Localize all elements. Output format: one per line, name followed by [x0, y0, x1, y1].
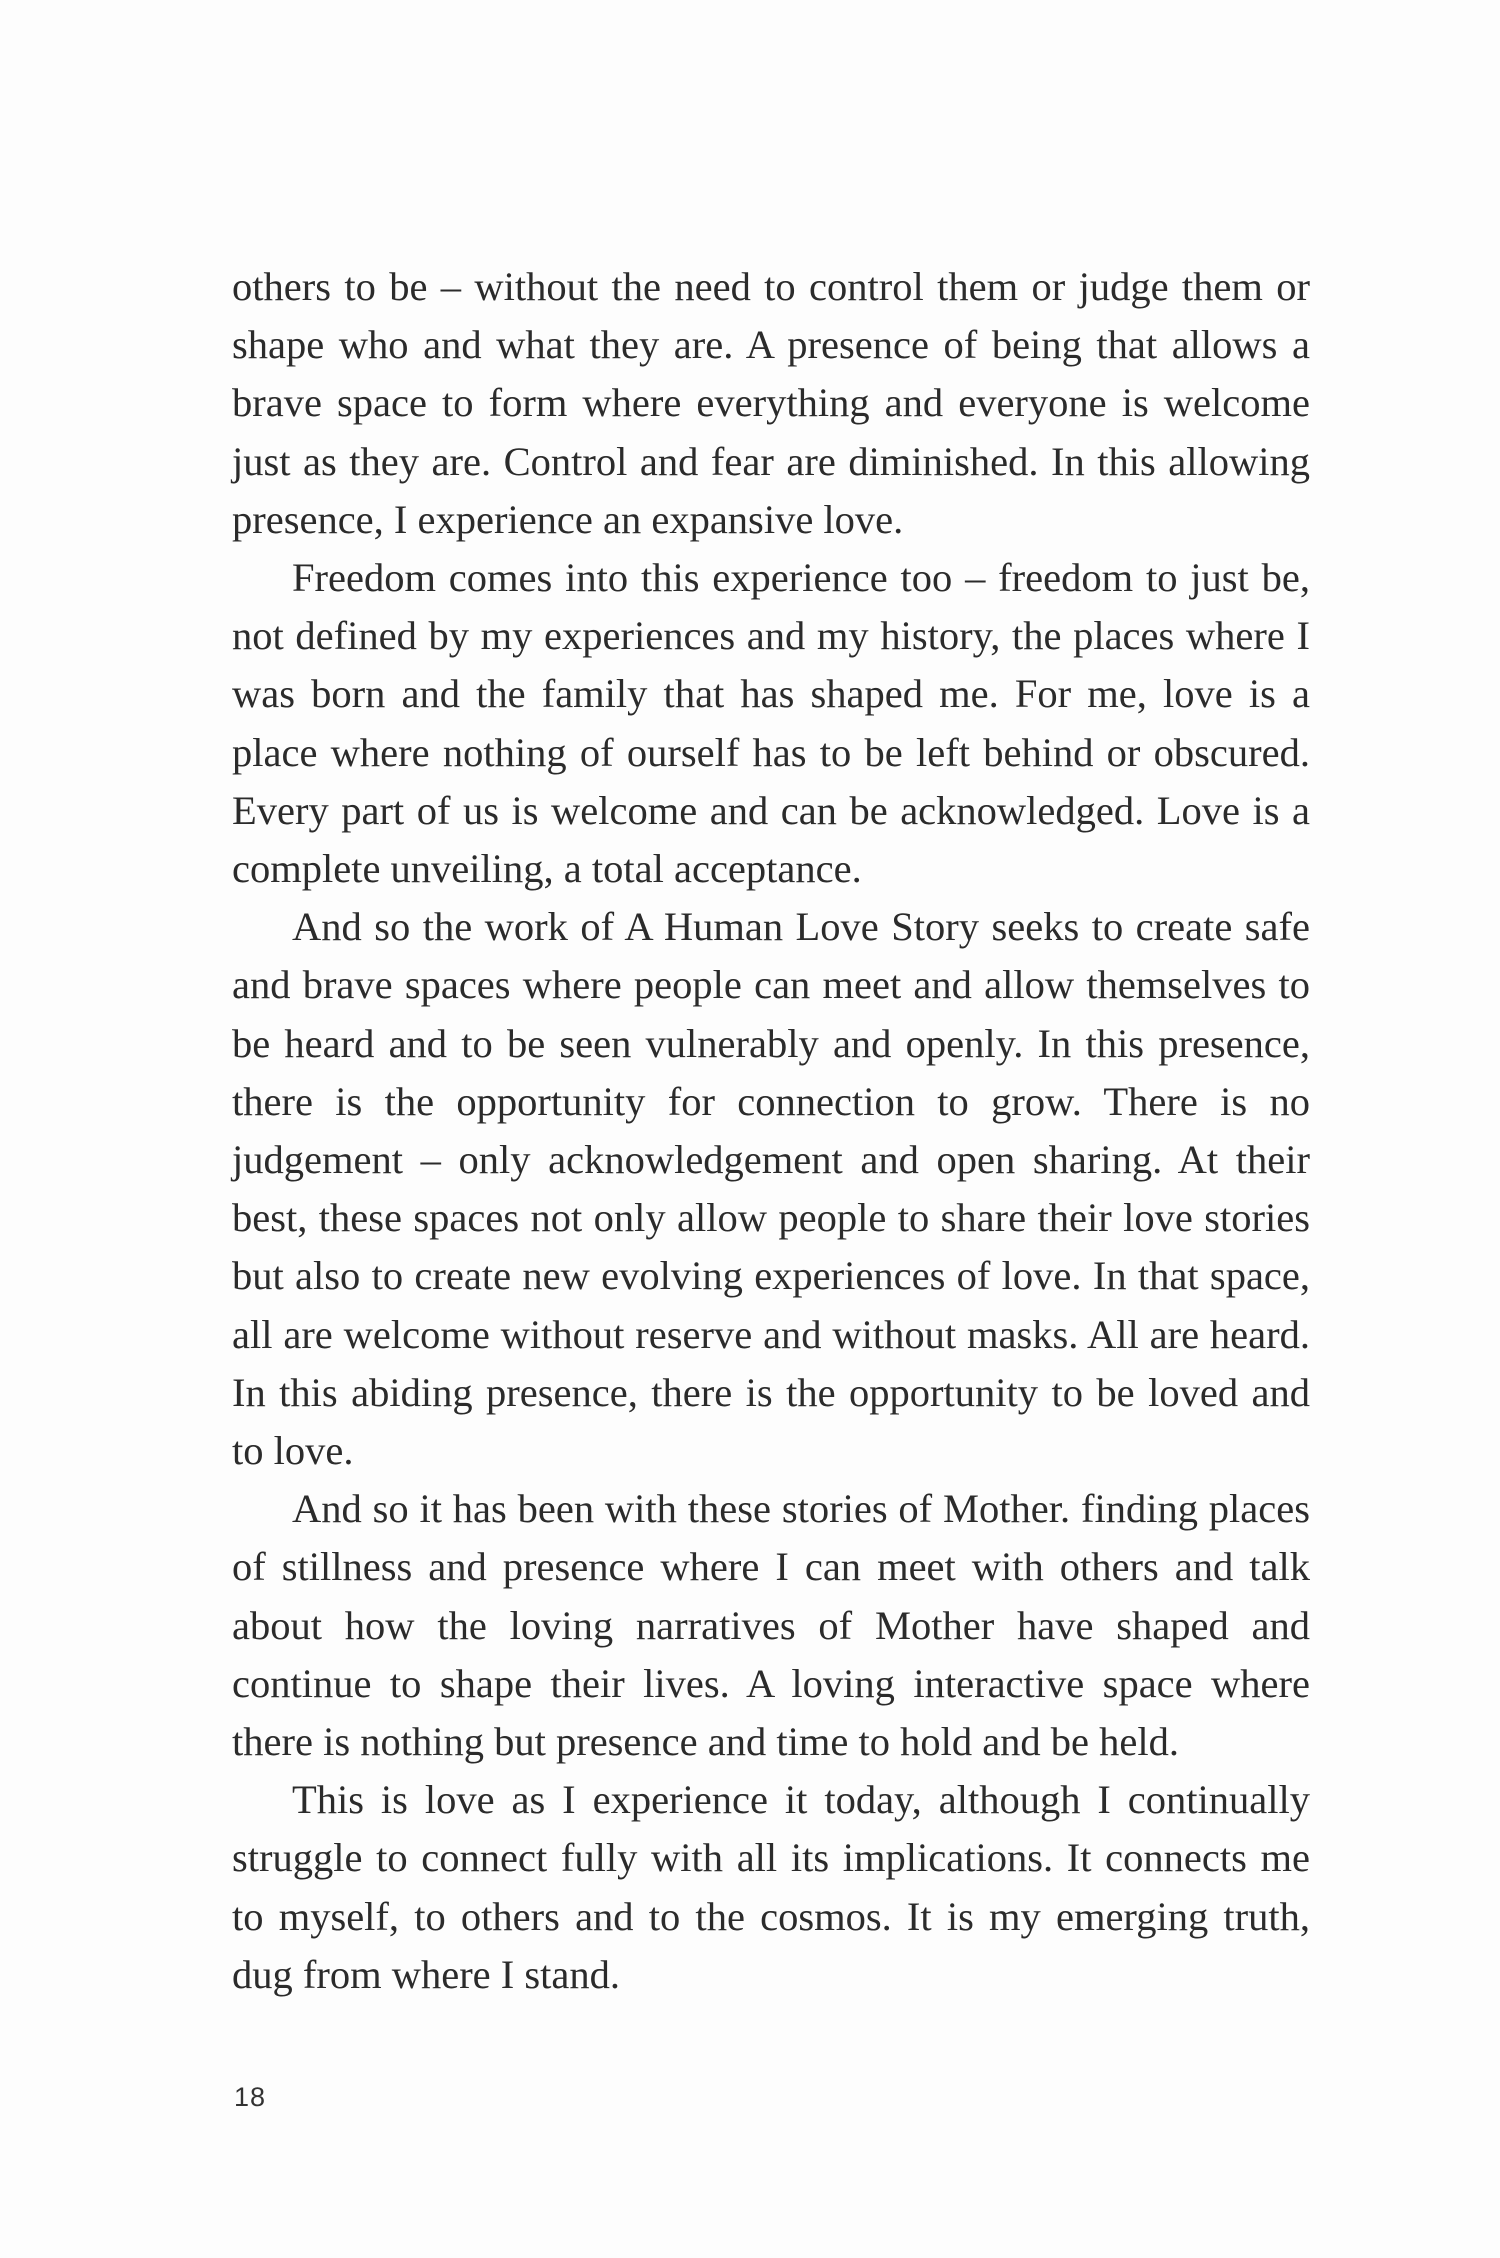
paragraph: Freedom comes into this experience too – freedom to just be, not defined by my experiences and my history, the places where I was born and the family that has shaped me. For me, love is a place where nothing of ourself has to be left behind or obscured. Every part of us is welcome and can be acknowledged. Love is a complete unveiling, a total acceptance.	[232, 555, 1310, 892]
paragraph: This is love as I experience it today, although I continually struggle to connect fully with all its implications. It connects me to myself, to others and to the cosmos. It is my emerging truth, dug from where I stand.	[232, 1777, 1310, 1997]
page-number: 18	[234, 2082, 267, 2112]
paragraph: And so it has been with these stories of Mother. finding places of stillness and presence where I can meet with others and talk about how the loving narratives of Mother have shaped and continue to shape their lives. A loving interactive space where there is nothing but presence and time to hold and be held.	[232, 1486, 1310, 1765]
paragraph: others to be – without the need to control them or judge them or shape who and what they are. A presence of being that allows a brave space to form where everything and everyone is welcome just as they are. Control and fear are diminished. In this allowing presence, I experience an expansive love.	[232, 264, 1310, 542]
body-text	[232, 258, 1310, 2004]
paragraph: And so the work of A Human Love Story seeks to create safe and brave spaces where people can meet and allow themselves to be heard and to be seen vulnerably and openly. In this presence, there is the opportunity for connection to grow. There is no judgement – only acknowledgement and open sharing. At their best, these spaces not only allow people to share their love stories but also to create new evolving experiences of love. In that space, all are welcome without reserve and without masks. All are heard. In this abiding presence, there is the opportunity to be loved and to love.	[232, 904, 1310, 1474]
